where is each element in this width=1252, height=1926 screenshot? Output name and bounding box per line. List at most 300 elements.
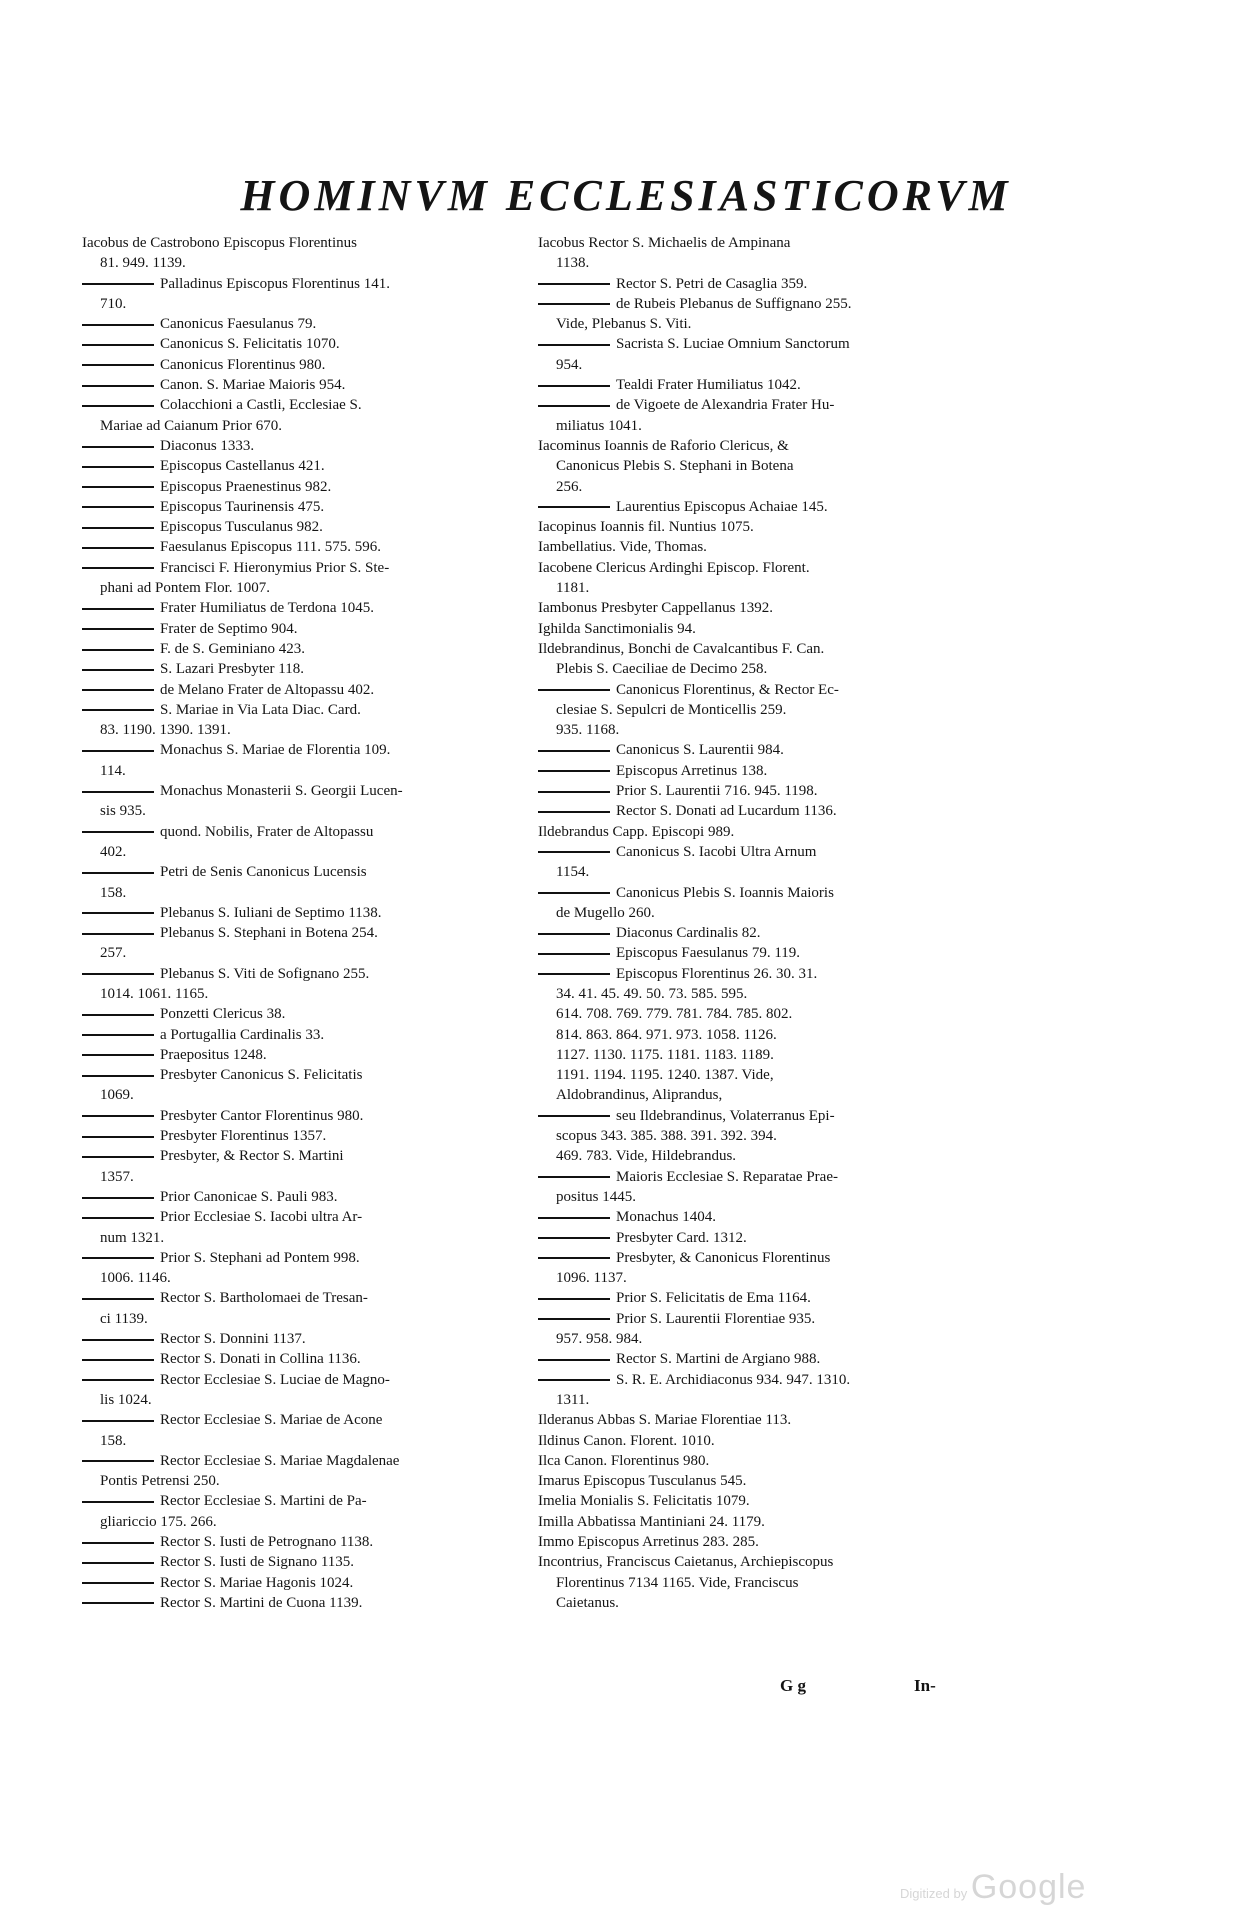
entry-text: Presbyter Florentinus 1357. bbox=[160, 1128, 327, 1145]
index-entry bbox=[82, 477, 527, 497]
ditto-dash bbox=[538, 892, 610, 894]
entry-text: de Rubeis Plebanus de Suffignano 255. bbox=[616, 295, 852, 312]
index-entry bbox=[538, 700, 983, 720]
index-entry bbox=[82, 1552, 527, 1572]
ditto-dash bbox=[82, 486, 154, 488]
entry-text: 81. 949. 1139. bbox=[100, 255, 186, 272]
entry-text: Plebanus S. Stephani in Botena 254. bbox=[160, 925, 378, 942]
index-entry bbox=[538, 334, 983, 354]
entry-text: Aldobrandinus, Aliprandus, bbox=[556, 1087, 723, 1104]
ditto-dash bbox=[82, 973, 154, 975]
entry-text: Iambellatius. Vide, Thomas. bbox=[538, 539, 707, 556]
index-entry bbox=[82, 1532, 527, 1552]
index-entry bbox=[538, 355, 983, 375]
index-entry bbox=[538, 1146, 983, 1166]
index-entry bbox=[82, 1065, 527, 1085]
index-entry bbox=[82, 1268, 527, 1288]
index-entry bbox=[82, 781, 527, 801]
ditto-dash bbox=[538, 770, 610, 772]
index-entry bbox=[538, 1552, 983, 1572]
ditto-dash bbox=[538, 506, 610, 508]
entry-text: Diaconus 1333. bbox=[160, 437, 255, 454]
ditto-dash bbox=[82, 1034, 154, 1036]
entry-text: Tealdi Frater Humiliatus 1042. bbox=[616, 377, 801, 394]
entry-text: Canon. S. Mariae Maioris 954. bbox=[160, 377, 346, 394]
entry-text: Immo Episcopus Arretinus 283. 285. bbox=[538, 1534, 759, 1550]
entry-text: Rector S. Petri de Casaglia 359. bbox=[616, 275, 808, 292]
index-entry bbox=[82, 1573, 527, 1593]
ditto-dash bbox=[538, 811, 610, 813]
entry-text: Colacchioni a Castli, Ecclesiae S. bbox=[160, 397, 362, 414]
index-entry bbox=[82, 1187, 527, 1207]
index-entry bbox=[538, 456, 983, 476]
index-entry bbox=[538, 1126, 983, 1146]
ditto-dash bbox=[82, 1298, 154, 1300]
ditto-dash bbox=[538, 791, 610, 793]
index-entry bbox=[538, 1248, 983, 1268]
index-entry bbox=[82, 436, 527, 456]
ditto-dash bbox=[82, 466, 154, 468]
entry-text: Prior S. Laurentii Florentiae 935. bbox=[616, 1310, 816, 1327]
entry-text: Rector S. Martini de Cuona 1139. bbox=[160, 1594, 363, 1611]
entry-text: seu Ildebrandinus, Volaterranus Epi- bbox=[616, 1107, 835, 1124]
index-entry bbox=[82, 233, 527, 253]
entry-text: Imilla Abbatissa Mantiniani 24. 1179. bbox=[538, 1513, 765, 1530]
index-entry bbox=[82, 253, 527, 273]
entry-text: 158. bbox=[100, 1432, 127, 1449]
entry-text: Canonicus S. Laurentii 984. bbox=[616, 742, 784, 759]
ditto-dash bbox=[538, 1176, 610, 1178]
entry-text: Rector Ecclesiae S. Martini de Pa- bbox=[160, 1493, 367, 1510]
index-entry bbox=[538, 842, 983, 862]
index-entry bbox=[82, 700, 527, 720]
ditto-dash bbox=[538, 283, 610, 285]
index-entry bbox=[82, 984, 527, 1004]
ditto-dash bbox=[82, 608, 154, 610]
entry-text: Canonicus Plebis S. Ioannis Maioris bbox=[616, 884, 834, 901]
entry-text: Presbyter Cantor Florentinus 980. bbox=[160, 1107, 364, 1124]
index-entry bbox=[82, 964, 527, 984]
entry-text: sis 935. bbox=[100, 803, 146, 820]
index-entry bbox=[82, 1126, 527, 1146]
entry-text: Plebis S. Caeciliae de Decimo 258. bbox=[556, 661, 768, 678]
entry-text: 1311. bbox=[556, 1391, 590, 1408]
index-entry bbox=[82, 639, 527, 659]
index-entry bbox=[538, 1228, 983, 1248]
ditto-dash bbox=[82, 791, 154, 793]
entry-text: Presbyter, & Rector S. Martini bbox=[160, 1148, 344, 1165]
index-entry bbox=[538, 1573, 983, 1593]
index-entry bbox=[538, 497, 983, 517]
ditto-dash bbox=[538, 851, 610, 853]
entry-text: Presbyter, & Canonicus Florentinus bbox=[616, 1249, 831, 1266]
index-entry bbox=[82, 1471, 527, 1491]
entry-text: Iambonus Presbyter Cappellanus 1392. bbox=[538, 600, 773, 617]
index-entry bbox=[82, 355, 527, 375]
ditto-dash bbox=[82, 1339, 154, 1341]
entry-text: phani ad Pontem Flor. 1007. bbox=[100, 580, 270, 597]
ditto-dash bbox=[538, 385, 610, 387]
ditto-dash bbox=[82, 1054, 154, 1056]
index-entry bbox=[538, 680, 983, 700]
index-entry bbox=[538, 517, 983, 537]
entry-text: 1127. 1130. 1175. 1181. 1183. 1189. bbox=[556, 1046, 774, 1063]
entry-text: 83. 1190. 1390. 1391. bbox=[100, 722, 231, 739]
index-entry bbox=[82, 1025, 527, 1045]
index-entry bbox=[82, 801, 527, 821]
index-entry bbox=[82, 1309, 527, 1329]
index-entry bbox=[538, 639, 983, 659]
entry-text: Incontrius, Franciscus Caietanus, Archiepiscopus bbox=[538, 1554, 834, 1571]
index-entry bbox=[538, 1004, 983, 1024]
index-entry bbox=[538, 822, 983, 842]
ditto-dash bbox=[82, 1075, 154, 1077]
entry-text: quond. Nobilis, Frater de Altopassu bbox=[160, 823, 374, 840]
index-entry bbox=[82, 1410, 527, 1430]
ditto-dash bbox=[538, 953, 610, 955]
ditto-dash bbox=[82, 649, 154, 651]
entry-text: 402. bbox=[100, 843, 127, 860]
ditto-dash bbox=[538, 973, 610, 975]
entry-text: Canonicus Florentinus, & Rector Ec- bbox=[616, 681, 839, 698]
index-entry bbox=[538, 1471, 983, 1491]
ditto-dash bbox=[538, 933, 610, 935]
ditto-dash bbox=[538, 405, 610, 407]
index-entry bbox=[538, 1085, 983, 1105]
index-entry bbox=[538, 720, 983, 740]
index-entry bbox=[82, 1228, 527, 1248]
entry-text: 469. 783. Vide, Hildebrandus. bbox=[556, 1148, 737, 1165]
entry-text: Canonicus Florentinus 980. bbox=[160, 356, 326, 373]
watermark-brand: Google bbox=[970, 1868, 1087, 1906]
ditto-dash bbox=[82, 1602, 154, 1604]
entry-text: Presbyter Canonicus S. Felicitatis bbox=[160, 1067, 363, 1084]
ditto-dash bbox=[82, 1501, 154, 1503]
index-entry bbox=[538, 416, 983, 436]
index-entry bbox=[82, 517, 527, 537]
entry-text: Florentinus 7134 1165. Vide, Franciscus bbox=[556, 1574, 799, 1591]
index-entry bbox=[82, 1167, 527, 1187]
entry-text: Iacobus de Castrobono Episcopus Florentinus bbox=[82, 235, 357, 251]
entry-text: Ildebrandus Capp. Episcopi 989. bbox=[538, 823, 735, 840]
index-entry bbox=[538, 619, 983, 639]
entry-text: Mariae ad Caianum Prior 670. bbox=[100, 417, 283, 434]
ditto-dash bbox=[538, 1359, 610, 1361]
entry-text: num 1321. bbox=[100, 1229, 165, 1246]
index-entry bbox=[82, 883, 527, 903]
index-entry bbox=[82, 334, 527, 354]
entry-text: 1357. bbox=[100, 1168, 134, 1185]
index-entry bbox=[538, 558, 983, 578]
entry-text: Presbyter Card. 1312. bbox=[616, 1229, 747, 1246]
entry-text: F. de S. Geminiano 423. bbox=[160, 640, 306, 657]
entry-text: Pontis Petrensi 250. bbox=[100, 1473, 220, 1490]
entry-text: Imelia Monialis S. Felicitatis 1079. bbox=[538, 1493, 750, 1510]
entry-text: Iacobene Clericus Ardinghi Episcop. Florent. bbox=[538, 559, 810, 576]
index-entry bbox=[82, 274, 527, 294]
ditto-dash bbox=[82, 1257, 154, 1259]
entry-text: Iacominus Ioannis de Raforio Clericus, & bbox=[538, 437, 789, 454]
entry-text: Rector S. Donati ad Lucardum 1136. bbox=[616, 803, 837, 820]
ditto-dash bbox=[82, 385, 154, 387]
index-entry bbox=[82, 1045, 527, 1065]
entry-text: 158. bbox=[100, 884, 127, 901]
entry-text: positus 1445. bbox=[556, 1188, 637, 1205]
index-entry bbox=[538, 436, 983, 456]
entry-text: 1096. 1137. bbox=[556, 1270, 627, 1287]
entry-text: Caietanus. bbox=[556, 1594, 619, 1611]
entry-text: Diaconus Cardinalis 82. bbox=[616, 925, 761, 942]
index-entry bbox=[82, 680, 527, 700]
index-entry bbox=[538, 598, 983, 618]
index-entry bbox=[82, 537, 527, 557]
entry-text: Rector S. Iusti de Petrognano 1138. bbox=[160, 1534, 374, 1550]
index-entry bbox=[82, 314, 527, 334]
ditto-dash bbox=[82, 872, 154, 874]
ditto-dash bbox=[82, 1562, 154, 1564]
ditto-dash bbox=[82, 567, 154, 569]
ditto-dash bbox=[82, 1014, 154, 1016]
index-entry bbox=[82, 1288, 527, 1308]
ditto-dash bbox=[538, 1379, 610, 1381]
entry-text: de Mugello 260. bbox=[556, 904, 655, 921]
index-entry bbox=[82, 862, 527, 882]
index-entry bbox=[82, 558, 527, 578]
index-entry bbox=[82, 1512, 527, 1532]
entry-text: Rector Ecclesiae S. Mariae Magdalenae bbox=[160, 1452, 400, 1469]
catchword: In- bbox=[914, 1676, 936, 1695]
index-entry bbox=[538, 1268, 983, 1288]
entry-text: Vide, Plebanus S. Viti. bbox=[556, 316, 692, 333]
entry-text: de Vigoete de Alexandria Frater Hu- bbox=[616, 397, 835, 414]
entry-text: Episcopus Castellanus 421. bbox=[160, 458, 325, 475]
entry-text: Sacrista S. Luciae Omnium Sanctorum bbox=[616, 336, 850, 353]
entry-text: lis 1024. bbox=[100, 1391, 152, 1408]
entry-text: Iacobus Rector S. Michaelis de Ampinana bbox=[538, 235, 791, 251]
entry-text: Prior S. Stephani ad Pontem 998. bbox=[160, 1249, 360, 1266]
entry-text: Episcopus Taurinensis 475. bbox=[160, 498, 325, 515]
index-entry bbox=[82, 740, 527, 760]
index-entry bbox=[82, 943, 527, 963]
entry-text: Ildebrandinus, Bonchi de Cavalcantibus F. Can. bbox=[538, 640, 825, 657]
index-entry bbox=[538, 984, 983, 1004]
entry-text: Canonicus S. Felicitatis 1070. bbox=[160, 336, 340, 353]
watermark-prefix: Digitized by bbox=[900, 1886, 968, 1901]
ditto-dash bbox=[82, 669, 154, 671]
entry-text: Episcopus Faesulanus 79. 119. bbox=[616, 945, 801, 962]
ditto-dash bbox=[538, 1257, 610, 1259]
index-entry bbox=[538, 964, 983, 984]
entry-text: 710. bbox=[100, 295, 127, 312]
entry-text: Rector Ecclesiae S. Luciae de Magno- bbox=[160, 1371, 390, 1388]
index-entry bbox=[82, 903, 527, 923]
index-entry bbox=[82, 1207, 527, 1227]
index-column-left bbox=[82, 233, 527, 1613]
ditto-dash bbox=[82, 1542, 154, 1544]
index-entry bbox=[538, 1309, 983, 1329]
ditto-dash bbox=[538, 1298, 610, 1300]
ditto-dash bbox=[538, 303, 610, 305]
entry-text: gliariccio 175. 266. bbox=[100, 1513, 217, 1530]
index-entry bbox=[538, 1329, 983, 1349]
index-entry bbox=[538, 1187, 983, 1207]
index-entry bbox=[538, 801, 983, 821]
entry-text: Rector S. Donnini 1137. bbox=[160, 1331, 306, 1348]
entry-text: Maioris Ecclesiae S. Reparatae Prae- bbox=[616, 1168, 838, 1185]
index-entry bbox=[538, 943, 983, 963]
entry-text: S. Mariae in Via Lata Diac. Card. bbox=[160, 701, 361, 718]
entry-text: Palladinus Episcopus Florentinus 141. bbox=[160, 275, 390, 292]
entry-text: Monachus Monasterii S. Georgii Lucen- bbox=[160, 783, 403, 800]
entry-text: clesiae S. Sepulcri de Monticellis 259. bbox=[556, 701, 787, 718]
entry-text: Plebanus S. Viti de Sofignano 255. bbox=[160, 965, 370, 982]
entry-text: Ilderanus Abbas S. Mariae Florentiae 113. bbox=[538, 1412, 792, 1429]
entry-text: 114. bbox=[100, 762, 126, 779]
entry-text: Faesulanus Episcopus 111. 575. 596. bbox=[160, 539, 381, 556]
index-entry bbox=[82, 619, 527, 639]
index-entry bbox=[82, 1390, 527, 1410]
index-entry bbox=[82, 1593, 527, 1613]
index-entry bbox=[538, 375, 983, 395]
entry-text: Prior S. Laurentii 716. 945. 1198. bbox=[616, 783, 818, 800]
ditto-dash bbox=[82, 1197, 154, 1199]
index-entry bbox=[538, 1065, 983, 1085]
entry-text: 954. bbox=[556, 356, 583, 373]
entry-text: scopus 343. 385. 388. 391. 392. 394. bbox=[556, 1128, 777, 1145]
index-entry bbox=[538, 1106, 983, 1126]
entry-text: Petri de Senis Canonicus Lucensis bbox=[160, 864, 367, 881]
entry-text: Iacopinus Ioannis fil. Nuntius 1075. bbox=[538, 519, 754, 536]
index-entry bbox=[82, 1248, 527, 1268]
entry-text: Plebanus S. Iuliani de Septimo 1138. bbox=[160, 904, 382, 921]
index-entry bbox=[538, 1288, 983, 1308]
entry-text: 1191. 1194. 1195. 1240. 1387. Vide, bbox=[556, 1067, 774, 1084]
index-entry bbox=[82, 375, 527, 395]
entry-text: Praepositus 1248. bbox=[160, 1046, 267, 1063]
entry-text: Prior Canonicae S. Pauli 983. bbox=[160, 1188, 338, 1205]
ditto-dash bbox=[82, 1156, 154, 1158]
index-entry bbox=[538, 1390, 983, 1410]
index-entry bbox=[538, 1593, 983, 1613]
ditto-dash bbox=[82, 709, 154, 711]
entry-text: 935. 1168. bbox=[556, 722, 620, 739]
entry-text: de Melano Frater de Altopassu 402. bbox=[160, 681, 375, 698]
index-entry bbox=[538, 1410, 983, 1430]
ditto-dash bbox=[82, 1420, 154, 1422]
entry-text: 1138. bbox=[556, 255, 590, 272]
index-entry bbox=[538, 883, 983, 903]
index-entry bbox=[82, 822, 527, 842]
ditto-dash bbox=[82, 933, 154, 935]
ditto-dash bbox=[538, 1217, 610, 1219]
ditto-dash bbox=[82, 1379, 154, 1381]
entry-text: Canonicus Plebis S. Stephani in Botena bbox=[556, 458, 794, 475]
entry-text: Rector S. Martini de Argiano 988. bbox=[616, 1351, 821, 1368]
entry-text: 34. 41. 45. 49. 50. 73. 585. 595. bbox=[556, 985, 748, 1002]
entry-text: Episcopus Tusculanus 982. bbox=[160, 519, 323, 536]
ditto-dash bbox=[538, 1318, 610, 1320]
entry-text: Rector S. Donati in Collina 1136. bbox=[160, 1351, 361, 1368]
entry-text: 257. bbox=[100, 945, 127, 962]
index-entry bbox=[538, 233, 983, 253]
ditto-dash bbox=[82, 344, 154, 346]
ditto-dash bbox=[82, 1115, 154, 1117]
index-entry bbox=[538, 1349, 983, 1369]
entry-text: Imarus Episcopus Tusculanus 545. bbox=[538, 1473, 747, 1490]
index-entry bbox=[82, 842, 527, 862]
index-entry bbox=[538, 1025, 983, 1045]
ditto-dash bbox=[82, 628, 154, 630]
index-entry bbox=[538, 740, 983, 760]
index-entry bbox=[538, 903, 983, 923]
entry-text: Episcopus Arretinus 138. bbox=[616, 762, 768, 779]
ditto-dash bbox=[538, 344, 610, 346]
index-entry bbox=[538, 1532, 983, 1552]
index-entry bbox=[538, 537, 983, 557]
entry-text: Rector S. Mariae Hagonis 1024. bbox=[160, 1574, 354, 1591]
index-entry bbox=[82, 1451, 527, 1471]
index-entry bbox=[82, 395, 527, 415]
entry-text: Rector S. Iusti de Signano 1135. bbox=[160, 1554, 355, 1571]
entry-text: Ilca Canon. Florentinus 980. bbox=[538, 1452, 710, 1469]
ditto-dash bbox=[538, 750, 610, 752]
index-entry bbox=[82, 598, 527, 618]
index-entry bbox=[82, 1491, 527, 1511]
entry-text: Prior Ecclesiae S. Iacobi ultra Ar- bbox=[160, 1209, 363, 1226]
index-entry bbox=[538, 395, 983, 415]
index-entry bbox=[538, 1451, 983, 1471]
entry-text: 256. bbox=[556, 478, 583, 495]
ditto-dash bbox=[82, 1217, 154, 1219]
entry-text: Episcopus Florentinus 26. 30. 31. bbox=[616, 965, 818, 982]
index-entry bbox=[538, 781, 983, 801]
index-entry bbox=[538, 862, 983, 882]
ditto-dash bbox=[82, 364, 154, 366]
entry-text: S. Lazari Presbyter 118. bbox=[160, 661, 304, 678]
index-entry bbox=[538, 1370, 983, 1390]
entry-text: 614. 708. 769. 779. 781. 784. 785. 802. bbox=[556, 1006, 793, 1023]
index-entry bbox=[82, 578, 527, 598]
ditto-dash bbox=[538, 1115, 610, 1117]
index-entry bbox=[538, 1207, 983, 1227]
entry-text: Episcopus Praenestinus 982. bbox=[160, 478, 332, 495]
index-entry bbox=[82, 1106, 527, 1126]
entry-text: 957. 958. 984. bbox=[556, 1331, 643, 1348]
entry-text: 1006. 1146. bbox=[100, 1270, 171, 1287]
ditto-dash bbox=[82, 1359, 154, 1361]
entry-text: Canonicus S. Iacobi Ultra Arnum bbox=[616, 843, 817, 860]
index-entry bbox=[82, 1370, 527, 1390]
entry-text: a Portugallia Cardinalis 33. bbox=[160, 1026, 325, 1043]
entry-text: Monachus 1404. bbox=[616, 1209, 716, 1226]
ditto-dash bbox=[82, 1460, 154, 1462]
index-entry bbox=[82, 456, 527, 476]
index-entry bbox=[82, 923, 527, 943]
ditto-dash bbox=[82, 324, 154, 326]
ditto-dash bbox=[82, 831, 154, 833]
index-entry bbox=[82, 497, 527, 517]
index-entry bbox=[82, 1085, 527, 1105]
ditto-dash bbox=[82, 912, 154, 914]
entry-text: Monachus S. Mariae de Florentia 109. bbox=[160, 742, 391, 759]
index-entry bbox=[82, 416, 527, 436]
entry-text: 1069. bbox=[100, 1087, 134, 1104]
index-entry bbox=[82, 1349, 527, 1369]
entry-text: Rector S. Bartholomaei de Tresan- bbox=[160, 1290, 368, 1307]
entry-text: Frater de Septimo 904. bbox=[160, 620, 298, 637]
entry-text: Rector Ecclesiae S. Mariae de Acone bbox=[160, 1412, 383, 1429]
entry-text: miliatus 1041. bbox=[556, 417, 642, 434]
